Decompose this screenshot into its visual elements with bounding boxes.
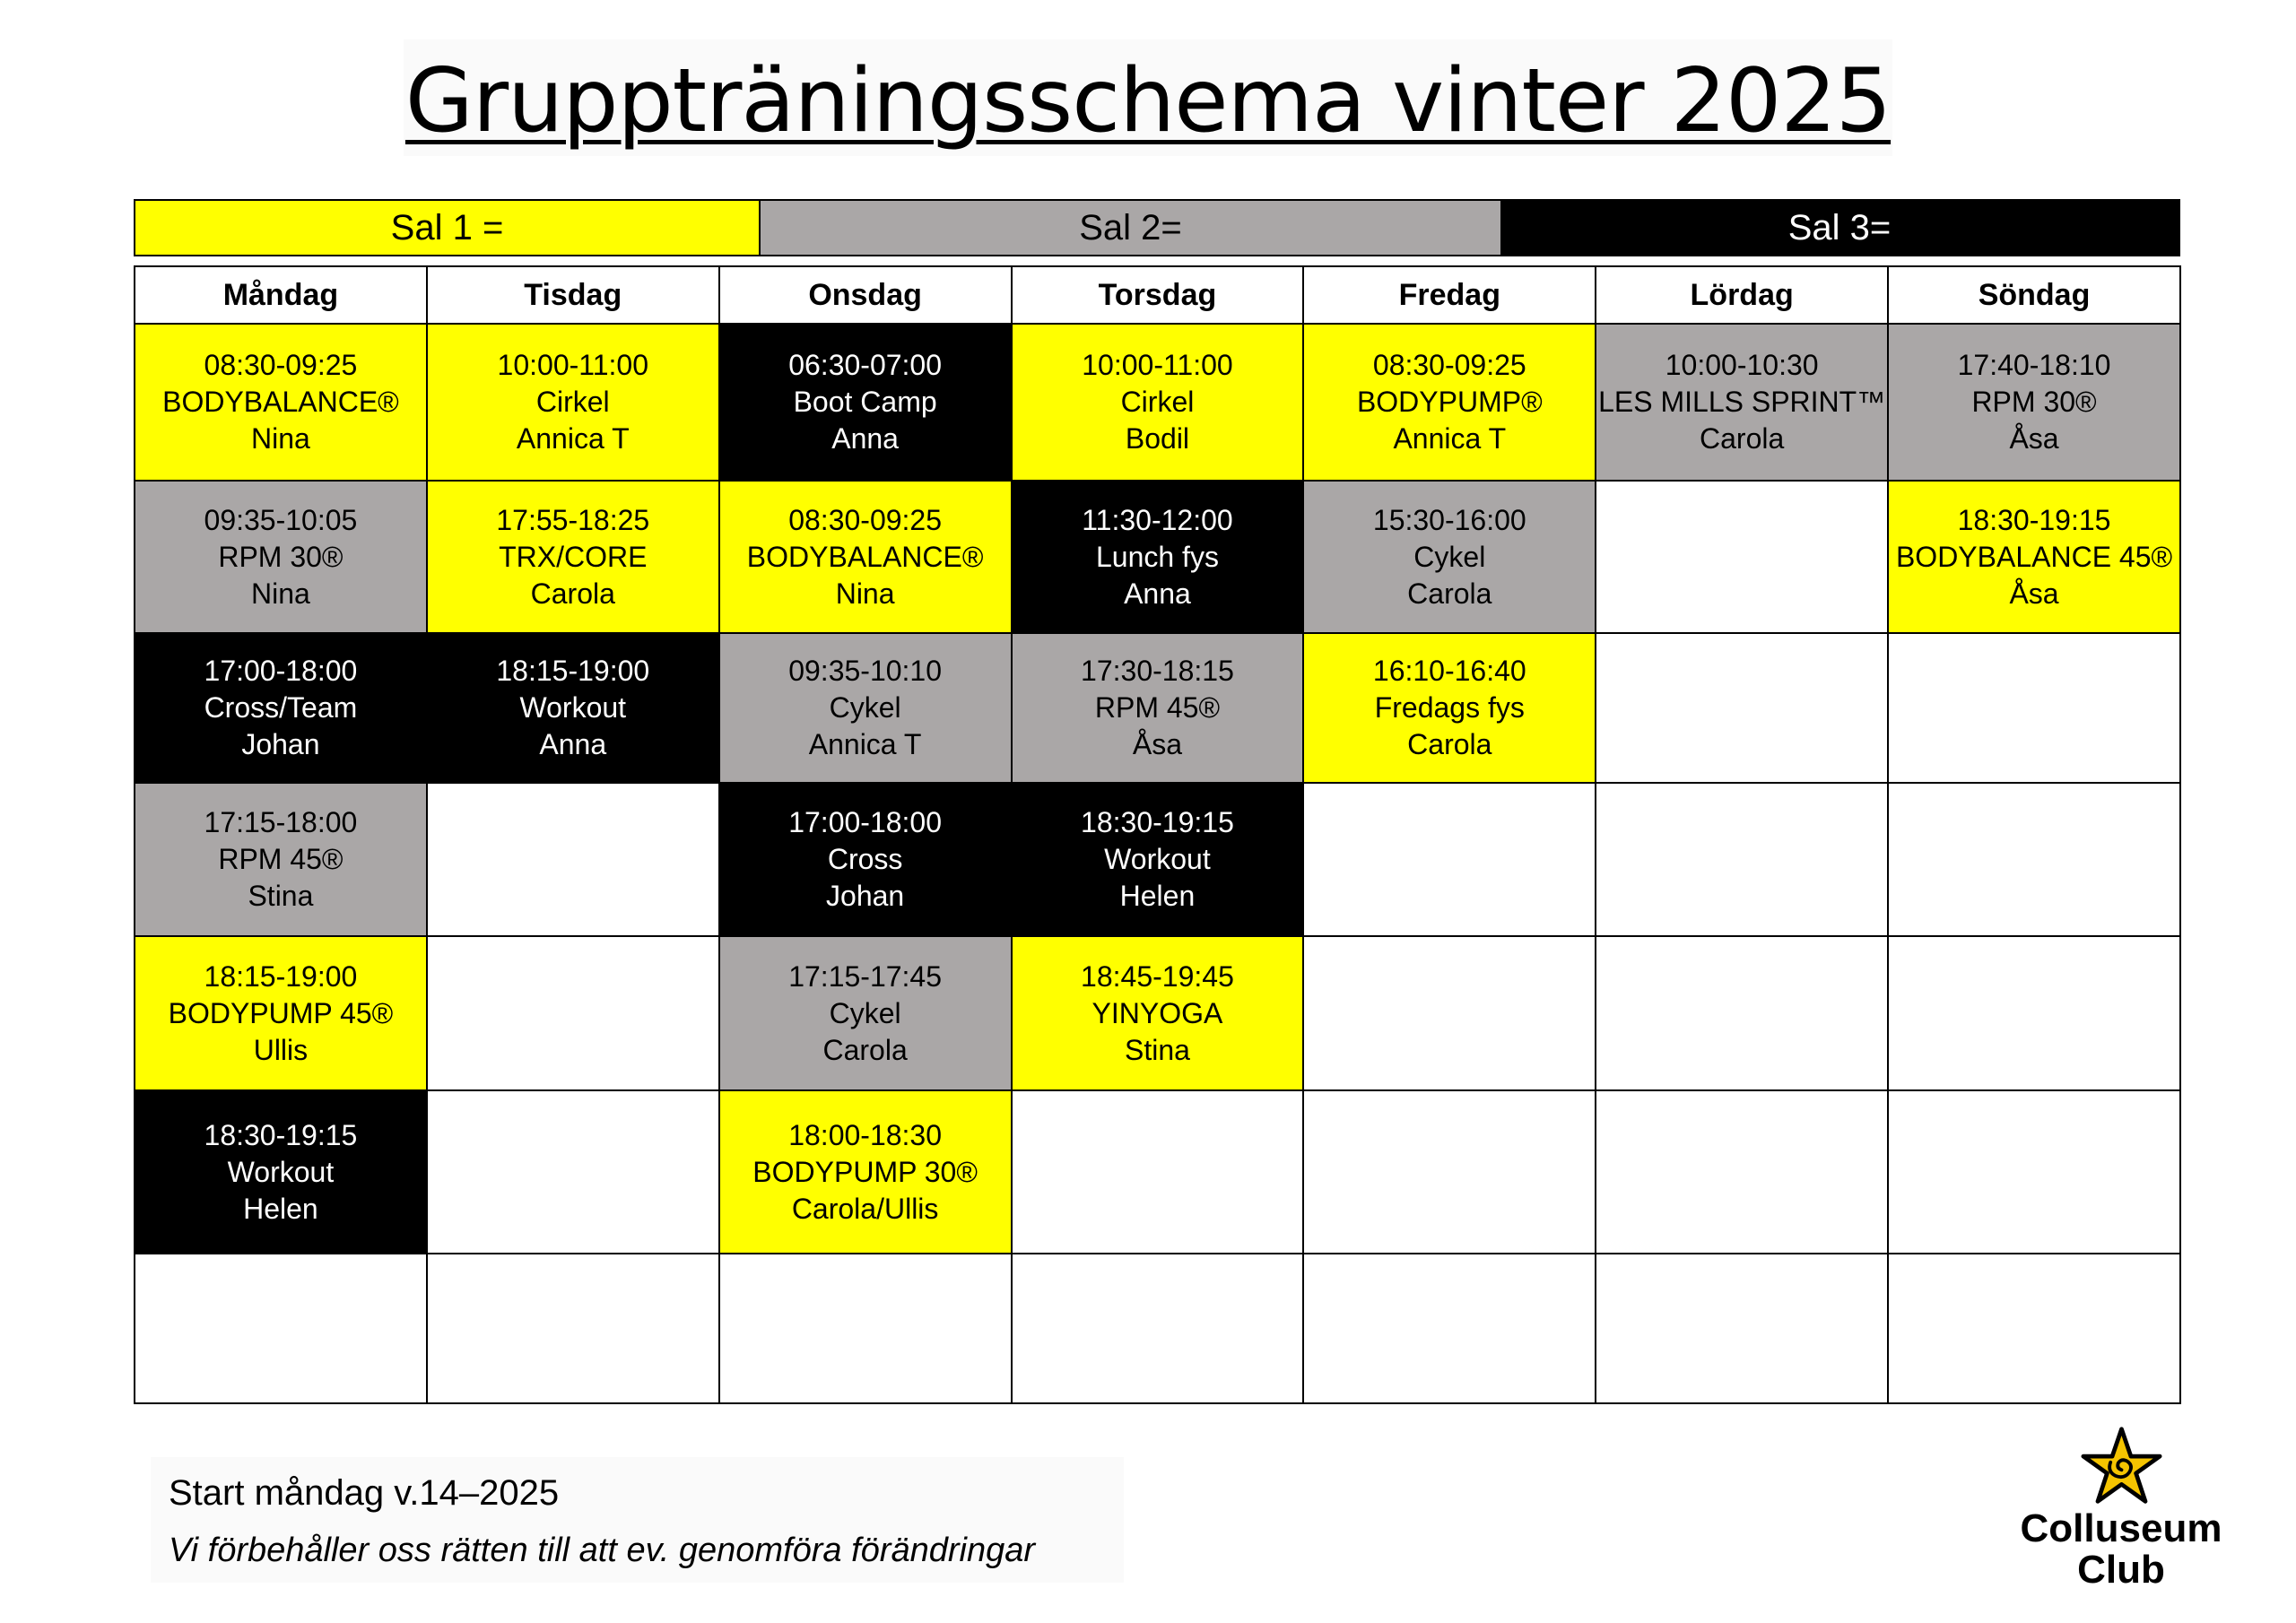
empty-slot: [1012, 1090, 1304, 1254]
session-class: RPM 30®: [1971, 386, 2097, 418]
session-instructor: Anna: [831, 422, 899, 455]
day-header-wednesday: Onsdag: [719, 266, 1012, 324]
session-instructor: Carola/Ullis: [791, 1192, 939, 1225]
session-class: Cirkel: [535, 386, 610, 418]
disclaimer-note: Vi förbehåller oss rätten till att ev. genomföra förändringar: [169, 1532, 1035, 1569]
session-class: Cykel: [829, 691, 901, 724]
session-instructor: Nina: [251, 422, 310, 455]
empty-slot: [1888, 1254, 2180, 1403]
session-time: 18:30-19:15: [1081, 806, 1234, 838]
session-time: 15:30-16:00: [1372, 503, 1526, 536]
class-session: [719, 633, 1012, 783]
star-logo-icon: [2079, 1426, 2164, 1506]
session-time: 09:35-10:10: [788, 655, 943, 687]
day-header-tuesday: Tisdag: [427, 266, 719, 324]
session-time: 09:35-10:05: [204, 503, 358, 536]
session-instructor: Carola: [1407, 728, 1492, 760]
logo-wordmark: [2018, 1508, 2224, 1591]
empty-slot: [1596, 936, 1888, 1090]
session-instructor: Åsa: [1132, 728, 1183, 760]
session-instructor: Annica T: [1393, 422, 1507, 455]
class-session: [1303, 481, 1596, 633]
empty-slot: [1596, 1254, 1888, 1403]
session-time: 18:15-19:00: [204, 959, 358, 993]
class-session: [135, 324, 427, 481]
class-session: [135, 481, 427, 633]
empty-slot: [427, 1254, 719, 1403]
class-session: [1012, 481, 1304, 633]
session-time: 17:00-18:00: [788, 806, 943, 838]
session-time: 18:15-19:00: [496, 655, 650, 687]
session-class: Lunch fys: [1095, 540, 1219, 573]
session-class: Fredags fys: [1374, 691, 1525, 724]
session-time: 18:30-19:15: [1957, 503, 2111, 536]
session-class: BODYPUMP®: [1356, 386, 1543, 418]
class-session: [1303, 633, 1596, 783]
room-legend: [134, 199, 2180, 256]
session-class: BODYBALANCE 45®: [1895, 540, 2173, 573]
class-session: [427, 324, 719, 481]
empty-slot: [1303, 936, 1596, 1090]
session-instructor: Stina: [248, 880, 314, 912]
session-class: Workout: [227, 1155, 335, 1188]
empty-slot: [1888, 783, 2180, 936]
empty-slot: [1303, 1090, 1596, 1254]
empty-slot: [1303, 1254, 1596, 1403]
class-session: [427, 481, 719, 633]
class-session: [1888, 324, 2180, 481]
session-class: BODYBALANCE®: [162, 386, 399, 418]
class-session: [427, 633, 719, 783]
empty-slot: [135, 1254, 427, 1403]
empty-slot: [1596, 1090, 1888, 1254]
session-time: 17:00-18:00: [204, 655, 358, 687]
session-time: 08:30-09:25: [788, 503, 943, 536]
empty-slot: [1888, 1090, 2180, 1254]
class-session: [719, 324, 1012, 481]
class-session: [719, 481, 1012, 633]
session-class: Boot Camp: [793, 386, 937, 418]
session-class: RPM 30®: [218, 540, 344, 573]
day-header-friday: Fredag: [1303, 266, 1596, 324]
session-instructor: Bodil: [1125, 422, 1190, 455]
day-header-thursday: Torsdag: [1012, 266, 1304, 324]
schedule-row: [135, 1090, 2180, 1254]
class-session: [135, 1090, 427, 1254]
schedule-row: [135, 1254, 2180, 1403]
empty-slot: [1888, 633, 2180, 783]
day-header-monday: Måndag: [135, 266, 427, 324]
empty-slot: [427, 1090, 719, 1254]
session-time: 17:40-18:10: [1957, 349, 2111, 381]
class-session: [1888, 481, 2180, 633]
session-instructor: Carola: [530, 577, 615, 610]
empty-slot: [1596, 633, 1888, 783]
class-session: [135, 783, 427, 936]
class-session: [719, 1090, 1012, 1254]
session-class: Workout: [519, 691, 627, 724]
session-class: TRX/CORE: [499, 540, 648, 573]
session-instructor: Åsa: [2009, 422, 2059, 455]
session-class: BODYPUMP 30®: [752, 1155, 978, 1188]
session-time: 17:55-18:25: [496, 503, 650, 536]
empty-slot: [427, 783, 719, 936]
legend-sal-2: Sal 2=: [761, 201, 1500, 255]
logo-line-1: Colluseum: [2020, 1506, 2222, 1550]
empty-slot: [1303, 783, 1596, 936]
session-class: LES MILLS SPRINT™: [1598, 386, 1886, 418]
class-session: [1303, 324, 1596, 481]
class-session: [1012, 936, 1304, 1090]
empty-slot: [1012, 1254, 1304, 1403]
schedule-row: [135, 936, 2180, 1090]
session-time: 08:30-09:25: [204, 349, 358, 381]
schedule-row: [135, 633, 2180, 783]
class-session: [1012, 633, 1304, 783]
session-instructor: Annica T: [516, 422, 630, 455]
session-time: 18:00-18:30: [788, 1118, 943, 1151]
session-instructor: Johan: [241, 728, 320, 760]
logo-line-2: Club: [2077, 1548, 2165, 1592]
session-class: BODYPUMP 45®: [168, 996, 394, 1029]
schedule-row: [135, 481, 2180, 633]
class-session: [135, 633, 427, 783]
schedule-row: [135, 324, 2180, 481]
session-time: 10:00-10:30: [1665, 349, 1819, 381]
session-instructor: Ullis: [253, 1033, 309, 1066]
session-time: 10:00-11:00: [497, 349, 648, 381]
session-class: Cirkel: [1120, 386, 1195, 418]
session-time: 06:30-07:00: [788, 349, 943, 381]
session-instructor: Carola: [1407, 577, 1492, 610]
empty-slot: [427, 936, 719, 1090]
session-instructor: Annica T: [808, 728, 922, 760]
class-session: [719, 936, 1012, 1090]
schedule-row: [135, 783, 2180, 936]
class-session: [719, 783, 1012, 936]
session-class: Cross/Team: [204, 691, 358, 724]
class-session: [135, 936, 427, 1090]
session-class: Workout: [1104, 843, 1211, 875]
empty-slot: [1596, 481, 1888, 633]
session-time: 17:30-18:15: [1081, 655, 1234, 687]
session-instructor: Helen: [243, 1192, 318, 1225]
session-time: 08:30-09:25: [1372, 349, 1526, 381]
day-header-saturday: Lördag: [1596, 266, 1888, 324]
empty-slot: [719, 1254, 1012, 1403]
session-time: 18:30-19:15: [204, 1118, 358, 1151]
session-time: 17:15-18:00: [204, 806, 358, 838]
session-time: 18:45-19:45: [1081, 959, 1234, 993]
session-instructor: Stina: [1124, 1033, 1190, 1066]
session-instructor: Nina: [835, 577, 895, 610]
session-instructor: Åsa: [2009, 577, 2059, 610]
session-instructor: Anna: [1124, 577, 1191, 610]
session-class: RPM 45®: [1094, 691, 1221, 724]
session-time: 11:30-12:00: [1082, 503, 1233, 536]
session-class: Cykel: [1413, 540, 1486, 573]
page-title: Gruppträningsschema vinter 2025: [404, 50, 1892, 152]
class-session: [1012, 783, 1304, 936]
schedule-table: [134, 265, 2181, 1404]
session-class: BODYBALANCE®: [746, 540, 984, 573]
day-header-sunday: Söndag: [1888, 266, 2180, 324]
session-instructor: Anna: [539, 728, 607, 760]
session-time: 10:00-11:00: [1082, 349, 1233, 381]
session-instructor: Nina: [251, 577, 310, 610]
session-class: Cross: [827, 843, 903, 875]
session-time: 16:10-16:40: [1372, 655, 1526, 687]
session-class: Cykel: [829, 996, 901, 1029]
session-time: 17:15-17:45: [788, 959, 943, 993]
class-session: [1596, 324, 1888, 481]
session-instructor: Carola: [1700, 422, 1785, 455]
schedule-body: [135, 324, 2180, 1403]
empty-slot: [1888, 936, 2180, 1090]
class-session: [1012, 324, 1304, 481]
empty-slot: [1596, 783, 1888, 936]
session-instructor: Johan: [826, 880, 905, 912]
legend-sal-3: Sal 3=: [1500, 201, 2179, 255]
legend-sal-1: Sal 1 =: [135, 201, 761, 255]
session-class: RPM 45®: [218, 843, 344, 875]
day-header-row: [135, 266, 2180, 324]
session-instructor: Carola: [822, 1033, 908, 1066]
session-instructor: Helen: [1119, 880, 1196, 912]
session-class: YINYOGA: [1091, 996, 1223, 1029]
club-logo: [2018, 1426, 2224, 1596]
schedule-start-date: Start måndag v.14–2025: [169, 1473, 560, 1513]
